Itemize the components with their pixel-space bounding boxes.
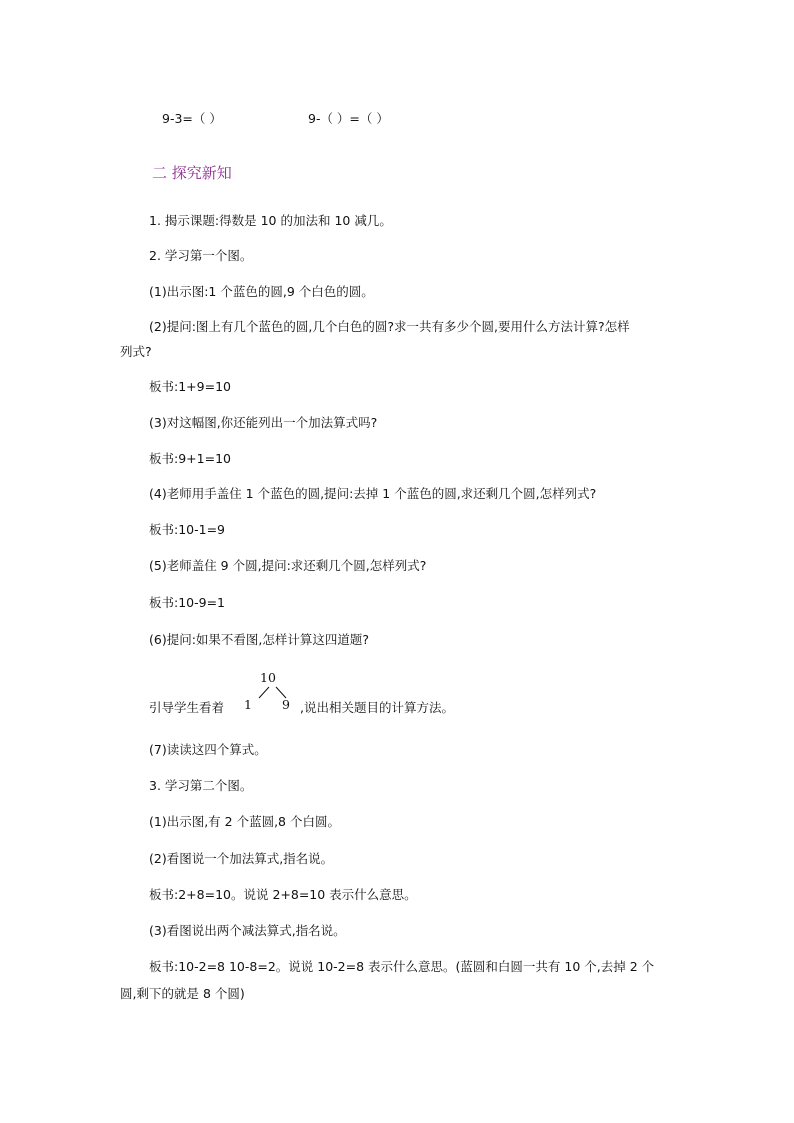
paragraph-10: (7)读读这四个算式。 [149, 742, 267, 757]
paragraph-14: (3)看图说出两个减法算式,指名说。 [149, 923, 346, 938]
board-note-1: 板书:1+9=10 [149, 379, 231, 394]
paragraph-7: (5)老师盖住 9 个圆,提问:求还剩几个圆,怎样列式? [149, 558, 427, 573]
paragraph-4-continued: 列式? [120, 344, 152, 359]
number-split-diagram [238, 668, 304, 716]
board-note-4: 板书:10-9=1 [149, 595, 226, 610]
board-note-6: 板书:10-2=8 10-8=2。说说 10-2=8 表示什么意思。(蓝圆和白圆一共有 10 个,去掉 2 个 [149, 959, 655, 974]
paragraph-2: 2. 学习第一个图。 [149, 248, 253, 263]
diagram-left-number: 1 [244, 697, 252, 712]
paragraph-9-end: ,说出相关题目的计算方法。 [300, 700, 454, 715]
paragraph-6: (4)老师用手盖住 1 个蓝色的圆,提问:去掉 1 个蓝色的圆,求还剩几个圆,怎样列式? [149, 486, 597, 501]
review-equation-1: 9-3=（ ） [162, 111, 222, 126]
paragraph-1: 1. 揭示课题:得数是 10 的加法和 10 减几。 [149, 213, 392, 228]
diagram-right-number: 9 [282, 697, 290, 712]
board-note-6-continued: 圆,剩下的就是 8 个圆) [120, 986, 245, 1001]
paragraph-12: (1)出示图,有 2 个蓝圆,8 个白圆。 [149, 814, 340, 829]
paragraph-13: (2)看图说一个加法算式,指名说。 [149, 851, 334, 866]
paragraph-4: (2)提问:图上有几个蓝色的圆,几个白色的圆?求一共有多少个圆,要用什么方法计算?怎样 [149, 319, 630, 334]
paragraph-8: (6)提问:如果不看图,怎样计算这四道题? [149, 632, 370, 647]
paragraph-9-start: 引导学生看着 [149, 700, 225, 715]
paragraph-3: (1)出示图:1 个蓝色的圆,9 个白色的圆。 [149, 284, 374, 299]
diagram-top-number: 10 [260, 670, 276, 685]
review-equation-2: 9-（ ）=（ ） [308, 111, 389, 126]
board-note-5: 板书:2+8=10。说说 2+8=10 表示什么意思。 [149, 887, 417, 902]
paragraph-11: 3. 学习第二个图。 [149, 778, 253, 793]
board-note-2: 板书:9+1=10 [149, 451, 231, 466]
board-note-3: 板书:10-1=9 [149, 522, 226, 537]
paragraph-5: (3)对这幅图,你还能列出一个加法算式吗? [149, 415, 378, 430]
section-heading: 二 探究新知 [152, 164, 232, 182]
